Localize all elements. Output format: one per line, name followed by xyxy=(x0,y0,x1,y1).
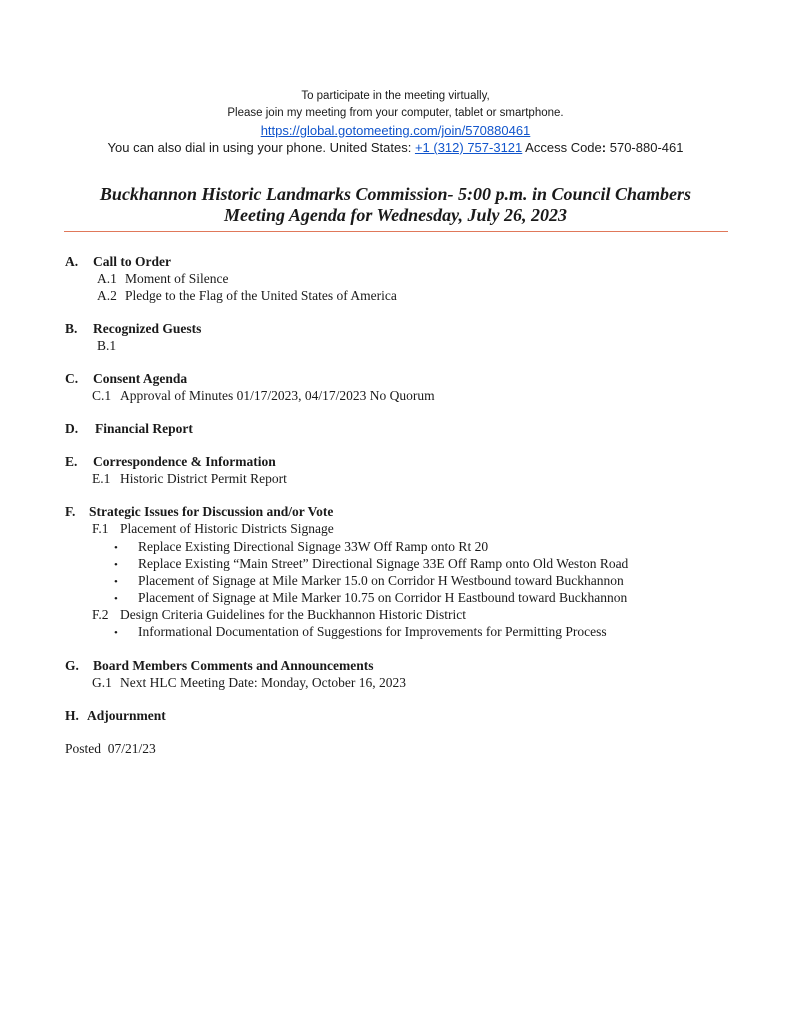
item-c1 xyxy=(92,388,435,404)
section-letter: G. xyxy=(65,658,79,673)
section-title: Call to Order xyxy=(93,254,171,269)
virtual-intro: To participate in the meeting virtually, xyxy=(301,90,490,102)
bullet-item xyxy=(114,539,488,555)
section-letter: F. xyxy=(65,504,76,519)
item-text: Next HLC Meeting Date: Monday, October 16, 2023 xyxy=(120,675,406,690)
access-code-colon: : xyxy=(601,140,607,155)
item-text: Approval of Minutes 01/17/2023, 04/17/2023 No Quorum xyxy=(120,388,435,403)
item-number: C.1 xyxy=(92,388,112,403)
section-h-heading xyxy=(65,708,166,724)
virtual-instructions: Please join my meeting from your computer, tablet or smartphone. xyxy=(227,107,564,119)
bullet-icon: • xyxy=(114,576,118,588)
bullet-item xyxy=(114,590,627,606)
agenda-title-line1: Buckhannon Historic Landmarks Commission- 5:00 p.m. in Council Chambers xyxy=(99,184,692,204)
bullet-item xyxy=(114,556,628,572)
item-text: Pledge to the Flag of the United States of America xyxy=(125,288,397,303)
item-number: A.1 xyxy=(97,271,117,286)
section-letter: B. xyxy=(65,321,78,336)
access-code: 570-880-461 xyxy=(606,140,684,155)
agenda-title-line2: Meeting Agenda for Wednesday, July 26, 2023 xyxy=(224,205,567,225)
item-f1 xyxy=(92,521,334,537)
item-text: Design Criteria Guidelines for the Buckhannon Historic District xyxy=(120,607,467,622)
bullet-icon: • xyxy=(114,542,118,554)
item-text: Placement of Historic Districts Signage xyxy=(120,521,334,536)
section-letter: A. xyxy=(65,254,79,269)
item-number: G.1 xyxy=(92,675,112,690)
agenda-title xyxy=(0,184,791,226)
section-b-heading xyxy=(65,321,201,337)
dial-in-line xyxy=(0,139,791,156)
bullet-icon: • xyxy=(114,593,118,605)
section-c-heading xyxy=(65,371,187,387)
bullet-text: Placement of Signage at Mile Marker 10.75 on Corridor H Eastbound toward Buckhannon xyxy=(138,590,628,605)
item-a2 xyxy=(97,288,397,304)
section-d-heading xyxy=(65,421,193,437)
section-title: Strategic Issues for Discussion and/or Vote xyxy=(89,504,334,519)
phone-link[interactable]: +1 (312) 757-3121 xyxy=(414,140,523,155)
item-text: Historic District Permit Report xyxy=(120,471,287,486)
item-number: B.1 xyxy=(97,338,117,353)
item-number: F.2 xyxy=(92,607,109,622)
bullet-text: Placement of Signage at Mile Marker 15.0 on Corridor H Westbound toward Buckhannon xyxy=(138,573,624,588)
item-a1 xyxy=(97,271,228,287)
bullet-item xyxy=(114,624,607,640)
virtual-meeting-info xyxy=(0,88,791,156)
section-f-heading xyxy=(65,504,333,520)
item-number: A.2 xyxy=(97,288,117,303)
section-letter: D. xyxy=(65,421,79,436)
section-title: Correspondence & Information xyxy=(93,454,276,469)
title-divider xyxy=(64,231,728,232)
bullet-text: Informational Documentation of Suggestions for Improvements for Permitting Process xyxy=(138,624,607,639)
section-g-heading xyxy=(65,658,374,674)
item-b1 xyxy=(97,338,125,354)
item-f2 xyxy=(92,607,466,623)
bullet-item xyxy=(114,573,624,589)
item-number: F.1 xyxy=(92,521,109,536)
bullet-icon: • xyxy=(114,559,118,571)
section-a-heading xyxy=(65,254,171,270)
dial-in-text: You can also dial in using your phone. United States: xyxy=(107,140,415,155)
bullet-icon: • xyxy=(114,627,118,639)
bullet-text: Replace Existing Directional Signage 33W Off Ramp onto Rt 20 xyxy=(138,539,489,554)
posted-date: Posted 07/21/23 xyxy=(65,741,156,756)
item-e1 xyxy=(92,471,287,487)
section-title: Board Members Comments and Announcements xyxy=(93,658,374,673)
section-title: Adjournment xyxy=(87,708,166,723)
item-text: Moment of Silence xyxy=(125,271,229,286)
item-number: E.1 xyxy=(92,471,111,486)
access-code-label: Access Code xyxy=(522,140,602,155)
section-letter: C. xyxy=(65,371,79,386)
section-e-heading xyxy=(65,454,276,470)
section-letter: H. xyxy=(65,708,79,723)
section-title: Financial Report xyxy=(95,421,193,436)
meeting-link[interactable]: https://global.gotomeeting.com/join/570880461 xyxy=(260,123,531,138)
bullet-text: Replace Existing “Main Street” Directional Signage 33E Off Ramp onto Old Weston Road xyxy=(138,556,629,571)
section-letter: E. xyxy=(65,454,78,469)
section-title: Consent Agenda xyxy=(93,371,188,386)
item-g1 xyxy=(92,675,406,691)
section-title: Recognized Guests xyxy=(93,321,202,336)
